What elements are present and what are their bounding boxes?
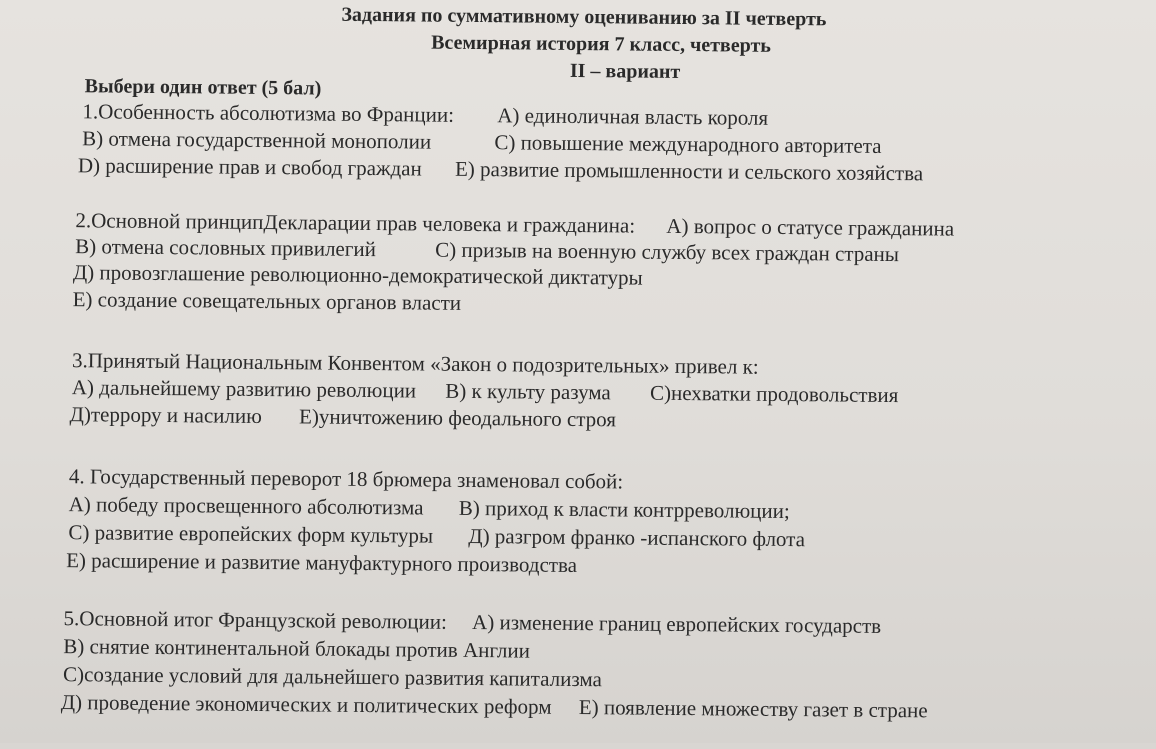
document-variant: II – вариант xyxy=(569,59,681,83)
answer-option: А) вопрос о статусе гражданина xyxy=(666,213,955,241)
question-line xyxy=(69,491,790,524)
question-text: 3.Принятый Национальным Конвентом «Закон о подозрительных» привел к: xyxy=(71,348,759,379)
question-text: 5.Основной итог Французской революции: xyxy=(63,606,447,634)
answer-option: А) победу просвещенного абсолютизма xyxy=(68,492,424,520)
answer-option: А) единоличная власть короля xyxy=(497,103,769,130)
answer-option: Д) проведение экономических и политических реформ xyxy=(60,690,552,719)
answer-option: Е) развитие промышленности и сельского хозяйства xyxy=(454,156,924,186)
answer-option: С)создание условий для дальнейшего развития капитализма xyxy=(62,662,602,692)
answer-option: Д) провозглашение революционно-демократической диктатуры xyxy=(72,260,643,290)
question-text: 4. Государственный переворот 18 брюмера знаменовал собой: xyxy=(68,464,624,494)
question-line xyxy=(69,463,623,494)
answer-option: В) отмена сословных привилегий xyxy=(75,234,377,262)
instruction-text: Выбери один ответ (5 бал) xyxy=(84,75,322,100)
answer-option: А) изменение границ европейских государств xyxy=(472,609,882,638)
answer-option: С)нехватки продовольствия xyxy=(649,380,899,408)
answer-option: В) снятие континентальной блокады против Англии xyxy=(63,634,531,663)
answer-option: Е)уничтожению феодального строя xyxy=(299,404,617,432)
answer-option: Е) создание совещательных органов власти xyxy=(72,287,462,315)
question-text: 1.Особенность абсолютизма во Франции: xyxy=(82,99,455,127)
question-line xyxy=(61,689,928,723)
answer-option: С) призыв на военную службу всех граждан страны xyxy=(435,237,900,267)
question-line xyxy=(69,401,616,432)
answer-option: Е) расширение и развитие мануфактурного производства xyxy=(66,548,578,577)
answer-option: С) повышение международного авторитета xyxy=(494,130,882,158)
answer-option: В) к культу разума xyxy=(445,378,611,405)
answer-option: А) дальнейшему развитию революции xyxy=(71,375,417,403)
answer-option: Д) разгром франко -испанского флота xyxy=(468,523,806,552)
answer-option: В) отмена государственной монополии xyxy=(82,126,432,154)
question-line xyxy=(73,259,643,290)
answer-option: Д)террору и насилию xyxy=(69,402,262,428)
answer-option: С) развитие европейских форм культуры xyxy=(68,520,434,548)
question-line xyxy=(73,286,462,316)
question-line xyxy=(63,633,530,663)
question-line xyxy=(63,661,602,692)
question-line xyxy=(66,547,577,578)
question-text: 2.Основной принципДекларации прав человека и гражданина: xyxy=(75,208,636,238)
document-title: Задания по суммативному оцениванию за II четверть xyxy=(341,3,827,31)
answer-option: В) приход к власти контрреволюции; xyxy=(458,495,790,524)
answer-option: D) расширение прав и свобод граждан xyxy=(77,153,422,181)
answer-option: Е) появление множеству газет в стране xyxy=(578,695,928,723)
document-subject: Всемирная история 7 класс, четверть xyxy=(431,31,772,57)
